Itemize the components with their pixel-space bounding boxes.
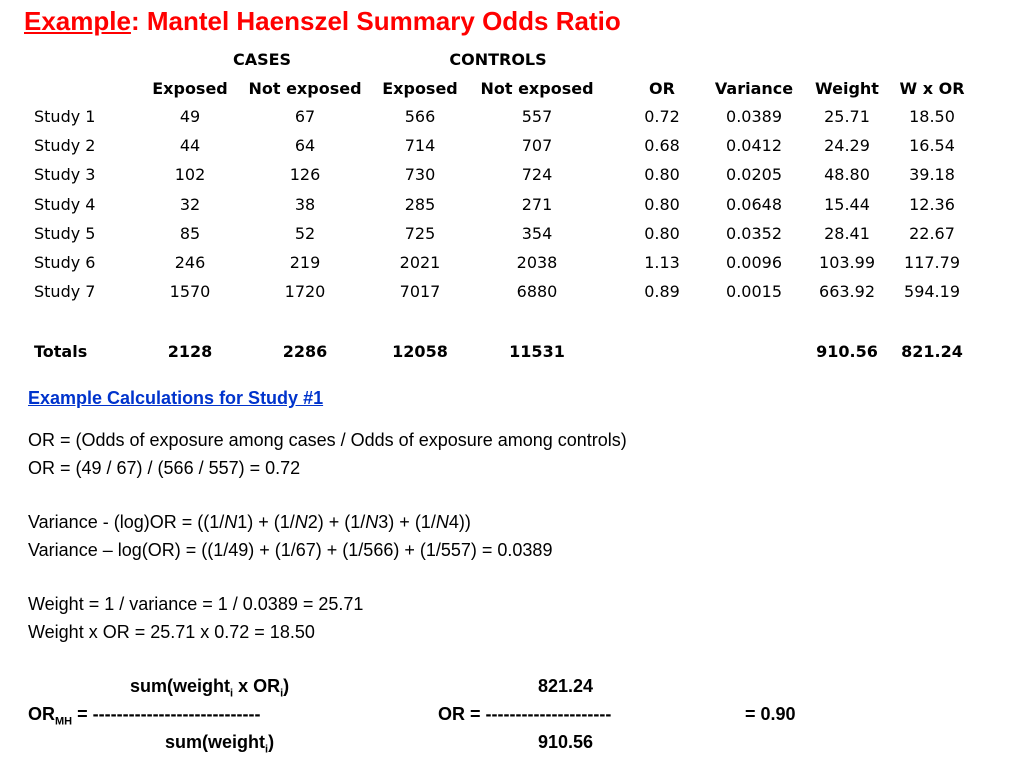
table-cell: 725	[404, 224, 436, 243]
table-cell: 38	[294, 195, 316, 214]
row-label: Study 7	[34, 282, 96, 301]
totals-label: Totals	[34, 342, 88, 361]
table-cell: 0.0389	[726, 107, 782, 126]
formula-denominator: sum(weight$_i$)	[165, 732, 275, 756]
table-cell: 594.19	[904, 282, 960, 301]
table-cell: 12.36	[909, 195, 955, 214]
table-cell: 0.0205	[726, 165, 782, 184]
table-cell: 557	[521, 107, 553, 126]
table-cell: 49	[179, 107, 201, 126]
table-cell: 25.71	[824, 107, 870, 126]
totals-cell: 11531	[509, 342, 565, 361]
calc-line-variance-value: Variance – log(OR) = ((1/49) + (1/67) + (1/566) + (1/557) = 0.0389	[28, 540, 553, 560]
totals-cell: 2128	[167, 342, 213, 361]
title-rest: : Mantel Haenszel Summary Odds Ratio	[130, 6, 621, 36]
table-cell: 32	[179, 195, 201, 214]
table-cell: 707	[521, 136, 553, 155]
formula-or-fraction: OR = ---------------------	[438, 704, 612, 724]
table-cell: 0.80	[644, 165, 680, 184]
table-cell: 7017	[399, 282, 441, 301]
table-cell: 102	[174, 165, 206, 184]
table-cell: 39.18	[909, 165, 955, 184]
calc-line-or-def: OR = (Odds of exposure among cases / Odds of exposure among controls)	[28, 430, 627, 450]
table-cell: 22.67	[909, 224, 955, 243]
row-label: Study 5	[34, 224, 96, 243]
table-cell: 724	[521, 165, 553, 184]
totals-cell: 12058	[392, 342, 448, 361]
formula-or-mh: $OR_{MH}$ = ----------------------------	[28, 704, 261, 728]
table-cell: 28.41	[824, 224, 870, 243]
table-cell: 64	[294, 136, 316, 155]
table-cell: 663.92	[819, 282, 875, 301]
table-cell: 354	[521, 224, 553, 243]
table-cell: 48.80	[824, 165, 870, 184]
column-header: Exposed	[152, 79, 228, 98]
table-cell: 0.0412	[726, 136, 782, 155]
example-calc-heading: Example Calculations for Study #1	[28, 388, 324, 408]
table-cell: 2021	[399, 253, 441, 272]
table-cell: 1720	[284, 282, 326, 301]
formula-result: = 0.90	[745, 704, 796, 724]
totals-cell: 2286	[282, 342, 328, 361]
formula-numerator: sum(weight$_i$ x $OR_i$)	[130, 676, 290, 700]
table-cell: 271	[521, 195, 553, 214]
group-header-cases: CASES	[232, 50, 292, 69]
row-label: Study 2	[34, 136, 96, 155]
table-cell: 0.68	[644, 136, 680, 155]
table-cell: 0.80	[644, 195, 680, 214]
table-cell: 15.44	[824, 195, 870, 214]
column-header: W x OR	[899, 79, 965, 98]
table-cell: 0.0352	[726, 224, 782, 243]
table-cell: 0.89	[644, 282, 680, 301]
totals-cell: 910.56	[816, 342, 878, 361]
table-cell: 52	[294, 224, 316, 243]
calc-line-variance-def: Variance - (log)OR = ((1/N1) + (1/N2) + (1/N3) + (1/N4))	[28, 512, 471, 532]
calc-line-or-value: OR = (49 / 67) / (566 / 557) = 0.72	[28, 458, 301, 478]
table-cell: 16.54	[909, 136, 955, 155]
table-cell: 44	[179, 136, 201, 155]
table-cell: 85	[179, 224, 201, 243]
table-cell: 2038	[516, 253, 558, 272]
totals-cell: 821.24	[901, 342, 963, 361]
table-cell: 117.79	[904, 253, 960, 272]
data-table	[22, 0, 1022, 370]
row-label: Study 3	[34, 165, 96, 184]
table-cell: 126	[289, 165, 321, 184]
row-label: Study 4	[34, 195, 96, 214]
table-cell: 219	[289, 253, 321, 272]
column-header: Variance	[714, 79, 794, 98]
column-header: Not exposed	[248, 79, 362, 98]
row-label: Study 1	[34, 107, 96, 126]
table-cell: 103.99	[819, 253, 875, 272]
table-cell: 566	[404, 107, 436, 126]
calc-line-weight: Weight = 1 / variance = 1 / 0.0389 = 25.71	[28, 594, 364, 614]
table-cell: 0.0096	[726, 253, 782, 272]
formula-den-value: 910.56	[538, 732, 594, 752]
table-cell: 1.13	[644, 253, 680, 272]
table-cell: 0.0648	[726, 195, 782, 214]
table-cell: 0.72	[644, 107, 680, 126]
table-cell: 6880	[516, 282, 558, 301]
title-underlined: Example	[24, 6, 131, 36]
table-cell: 0.80	[644, 224, 680, 243]
table-cell: 730	[404, 165, 436, 184]
table-cell: 714	[404, 136, 436, 155]
table-cell: 18.50	[909, 107, 955, 126]
group-header-controls: CONTROLS	[449, 50, 547, 69]
formula-num-value: 821.24	[538, 676, 594, 696]
table-cell: 1570	[169, 282, 211, 301]
calc-line-weight-x-or: Weight x OR = 25.71 x 0.72 = 18.50	[28, 622, 315, 642]
table-cell: 285	[404, 195, 436, 214]
column-header: Exposed	[382, 79, 458, 98]
column-header: Weight	[815, 79, 879, 98]
column-header: OR	[649, 79, 675, 98]
table-cell: 67	[294, 107, 316, 126]
column-header: Not exposed	[480, 79, 594, 98]
table-cell: 24.29	[824, 136, 870, 155]
table-cell: 246	[174, 253, 206, 272]
table-cell: 0.0015	[726, 282, 782, 301]
row-label: Study 6	[34, 253, 96, 272]
